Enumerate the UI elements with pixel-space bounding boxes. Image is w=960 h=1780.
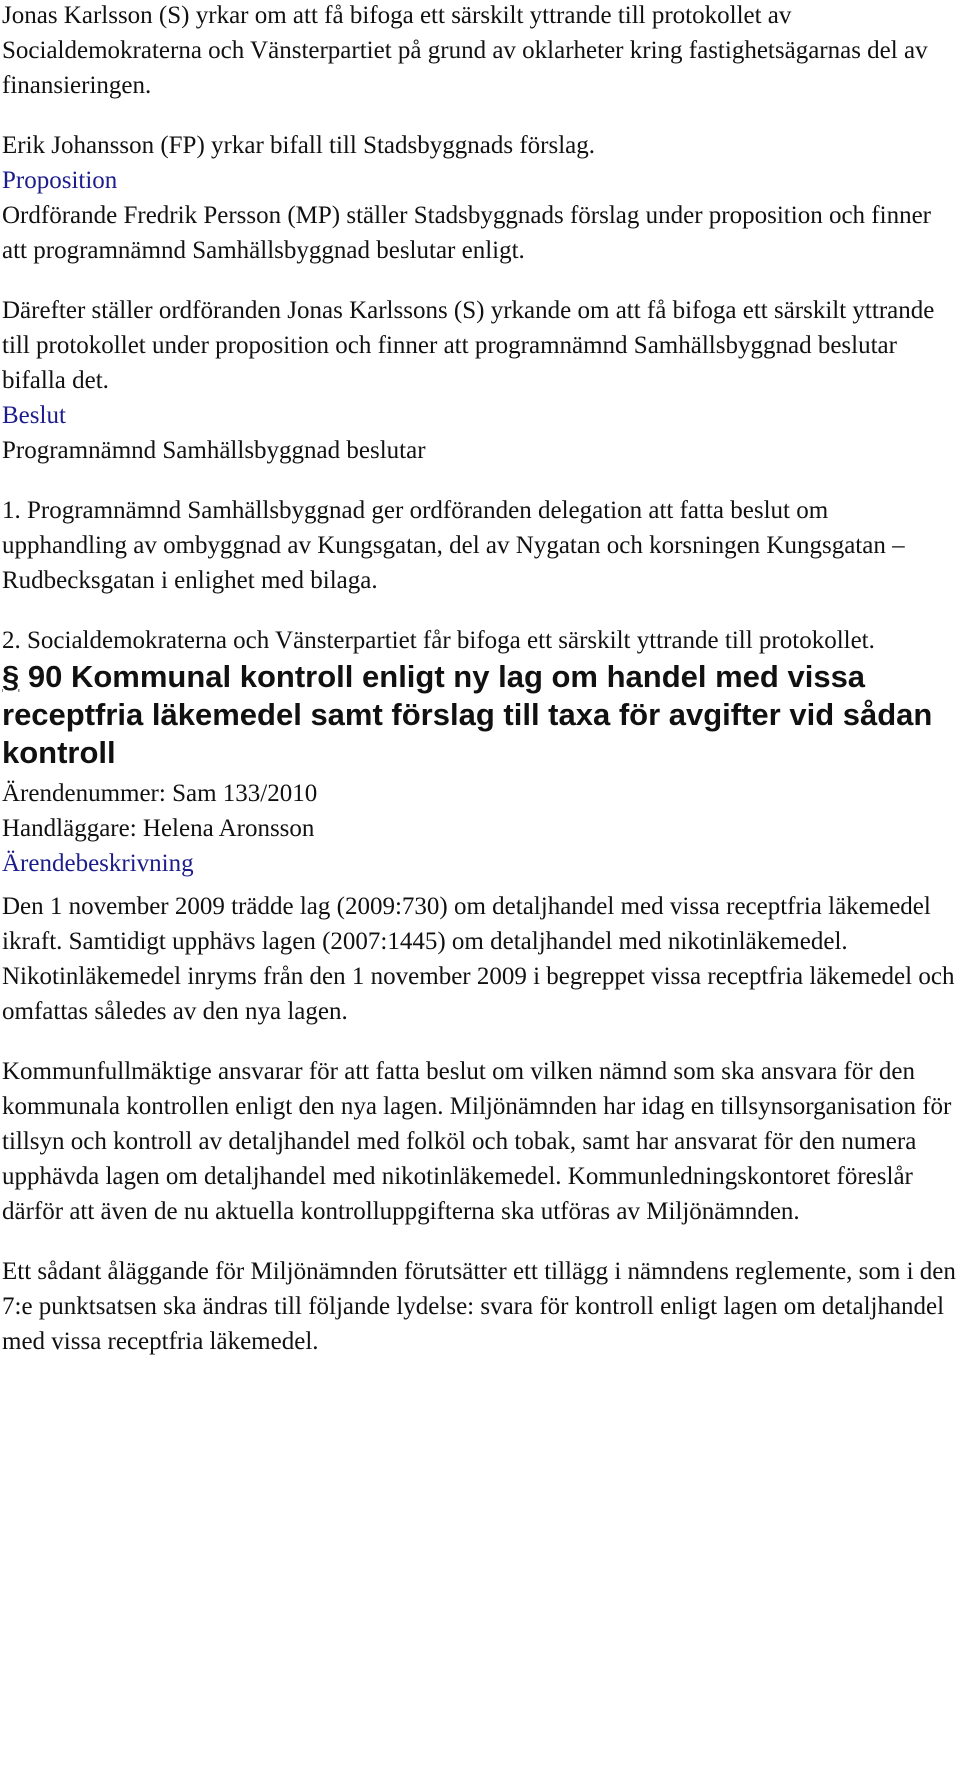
description-heading: Ärendebeskrivning (2, 850, 194, 877)
description-paragraph-3: Ett sådant åläggande för Miljönämnden förutsätter ett tillägg i nämndens reglemente, som i den 7:e punktsatsen ska ändras till följande lydelse: svara för kontroll enligt lagen om detaljhandel med vissa receptfria läkemedel. (2, 1258, 956, 1355)
intro-paragraph-2: Erik Johansson (FP) yrkar bifall till Stadsbyggnads förslag. (2, 132, 595, 159)
description-paragraph-2: Kommunfullmäktige ansvarar för att fatta beslut om vilken nämnd som ska ansvara för den kommunala kontrollen enligt den nya lagen. Miljönämnden har idag en tillsynsorganisation för tillsyn och kontroll av detaljhandel med folköl och tobak, samt har ansvarat för den numera upphävda lagen om detaljhandel med nikotinläkemedel. Kommunledningskontoret föreslår därför att även de nu aktuella kontrolluppgifterna ska utföras av Miljönämnden. (2, 1058, 952, 1225)
beslut-heading: Beslut (2, 402, 66, 429)
proposition-heading: Proposition (2, 167, 118, 194)
case-number: Ärendenummer: Sam 133/2010 (2, 780, 318, 807)
section-title (2, 658, 958, 772)
proposition-paragraph-2: Därefter ställer ordföranden Jonas Karlssons (S) yrkande om att få bifoga ett särskilt yttrande till protokollet under proposition och finner att programnämnd Samhällsbyggnad beslutar bifalla det. (2, 297, 935, 394)
description-paragraph-1: Den 1 november 2009 trädde lag (2009:730) om detaljhandel med vissa receptfria läkemedel ikraft. Samtidigt upphävs lagen (2007:1445) om detaljhandel med nikotinläkemedel. Nikotinläkemedel inryms från den 1 november 2009 i begreppet vissa receptfria läkemedel och omfattas således av den nya lagen. (2, 893, 955, 1025)
beslut-intro: Programnämnd Samhällsbyggnad beslutar (2, 437, 426, 464)
case-handler: Handläggare: Helena Aronsson (2, 815, 315, 842)
section-title-text: 90 Kommunal kontroll enligt ny lag om handel med vissa receptfria läkemedel samt förslag till taxa för avgifter vid sådan kontroll (2, 659, 933, 770)
beslut-item-1: 1. Programnämnd Samhällsbyggnad ger ordföranden delegation att fatta beslut om upphandling av ombyggnad av Kungsgatan, del av Nygatan och korsningen Kungsgatan – Rudbecksgatan i enlighet med bilaga. (2, 497, 905, 594)
section-sign: § (2, 659, 20, 694)
beslut-item-2: 2. Socialdemokraterna och Vänsterpartiet får bifoga ett särskilt yttrande till protokollet. (2, 627, 875, 654)
intro-paragraph-1: Jonas Karlsson (S) yrkar om att få bifoga ett särskilt yttrande till protokollet av Socialdemokraterna och Vänsterpartiet på grund av oklarheter kring fastighetsägarnas del av finansieringen. (2, 2, 928, 99)
proposition-paragraph-1: Ordförande Fredrik Persson (MP) ställer Stadsbyggnads förslag under proposition och finner att programnämnd Samhällsbyggnad beslutar enligt. (2, 202, 931, 264)
